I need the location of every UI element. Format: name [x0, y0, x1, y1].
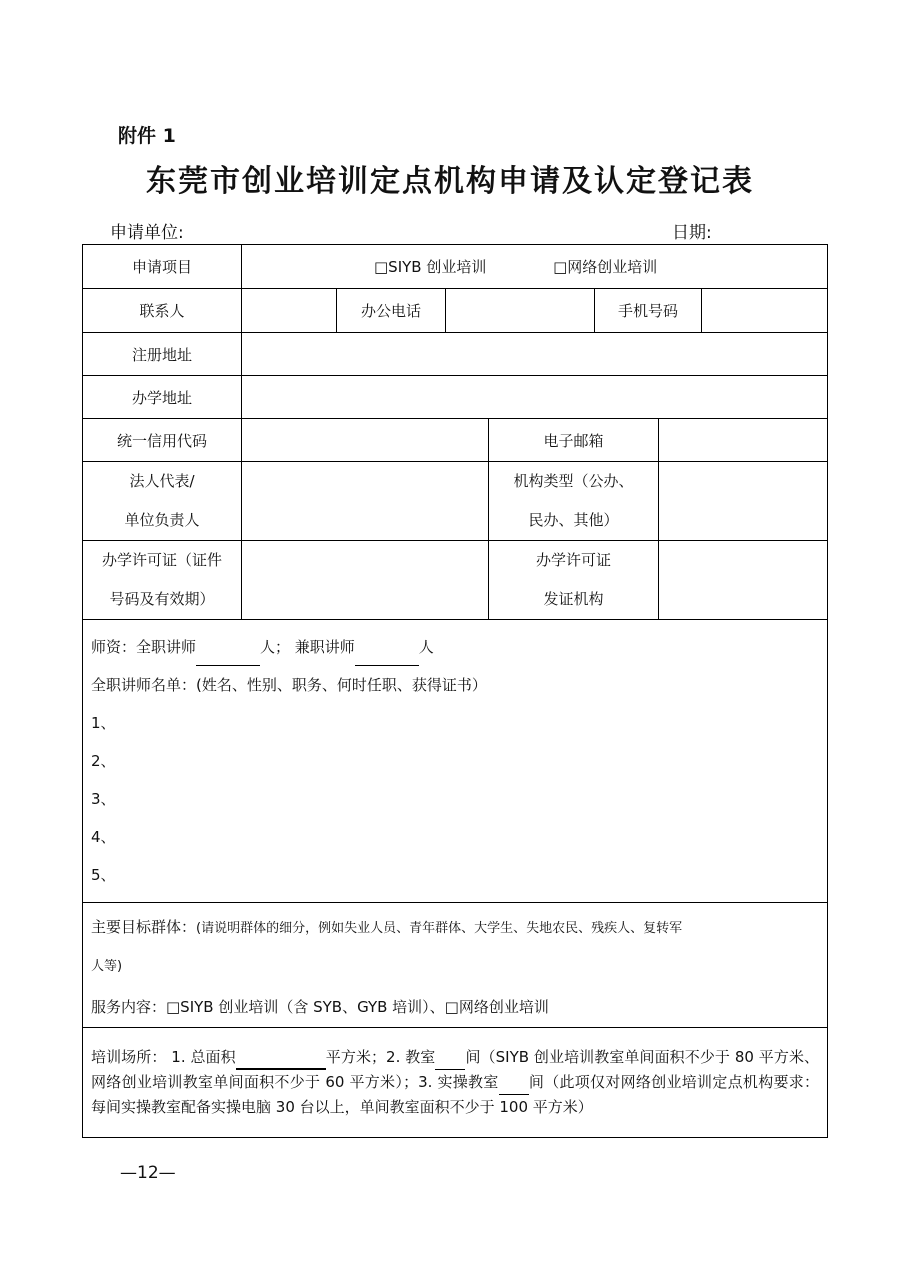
row-apply-project: [83, 245, 828, 289]
attachment-label: 附件 1: [118, 125, 176, 147]
license-issuer-field[interactable]: [659, 541, 828, 620]
site-area-label: 培训场所： 1. 总面积: [91, 1048, 236, 1066]
school-address-label: 办学地址: [83, 376, 242, 419]
network-option-checkbox[interactable]: □网络创业培训: [553, 258, 658, 276]
site-lab-note: 间（此项仅对网络创业培训定点机构要求：每间实操教室配备实操电脑 30 台以上，单间教室面积不少于 100 平方米）: [91, 1073, 820, 1116]
apply-project-options: [242, 245, 828, 289]
office-phone-label: 办公电话: [337, 289, 446, 333]
row-legal-rep: [83, 462, 828, 541]
office-phone-field[interactable]: [446, 289, 595, 333]
row-contact: [83, 289, 828, 333]
row-target-group: [83, 903, 828, 1028]
license-label-line2: 号码及有效期）: [109, 590, 215, 608]
parttime-unit: 人: [418, 638, 434, 656]
teachers-block[interactable]: [83, 620, 828, 903]
mobile-cell: [595, 289, 828, 333]
license-issuer-label-line1: 办学许可证: [535, 551, 611, 569]
reg-address-label: 注册地址: [83, 333, 242, 376]
teacher-item: 2、: [91, 752, 116, 770]
license-label-line1: 办学许可证（证件: [101, 551, 222, 569]
org-type-label: [489, 462, 659, 541]
target-group-line: [91, 907, 819, 947]
teacher-item: 3、: [91, 790, 116, 808]
mobile-label: 手机号码: [595, 289, 702, 332]
email-label: 电子邮箱: [489, 419, 659, 462]
reg-address-field[interactable]: [242, 333, 828, 376]
form-title: 东莞市创业培训定点机构申请及认定登记表: [146, 164, 754, 199]
contact-label: 联系人: [83, 289, 242, 333]
fulltime-label: 师资：全职讲师: [91, 638, 197, 656]
total-area-blank[interactable]: [236, 1068, 326, 1070]
row-license: [83, 541, 828, 620]
legal-rep-label-line2: 单位负责人: [124, 511, 200, 529]
registration-form-table: [82, 244, 828, 1138]
target-group-note: (请说明群体的细分，例如失业人员、青年群体、大学生、失地农民、残疾人、复转军: [196, 921, 683, 936]
teacher-item: 4、: [91, 828, 116, 846]
apply-unit-label: 申请单位:: [110, 223, 184, 243]
classroom-count-blank[interactable]: [435, 1069, 465, 1070]
teacher-item: 1、: [91, 714, 116, 732]
target-group-note-cont: 人等): [91, 959, 123, 974]
email-field[interactable]: [659, 419, 828, 462]
school-address-field[interactable]: [242, 376, 828, 419]
page-number: —12—: [120, 1163, 176, 1183]
org-type-field[interactable]: [659, 462, 828, 541]
site-classroom-label: 平方米；2. 教室: [325, 1048, 436, 1066]
credit-code-field[interactable]: [242, 419, 489, 462]
legal-rep-label: [83, 462, 242, 541]
org-type-label-line1: 机构类型（公办、: [513, 472, 634, 490]
target-group-block[interactable]: [83, 903, 828, 1028]
row-school-address: [83, 376, 828, 419]
contact-field[interactable]: [242, 289, 337, 333]
siyb-option-checkbox[interactable]: □SIYB 创业培训: [374, 258, 487, 276]
row-reg-address: [83, 333, 828, 376]
service-content-line[interactable]: 服务内容：□SIYB 创业培训（含 SYB、GYB 培训）、□网络创业培训: [91, 998, 549, 1016]
mobile-field[interactable]: [702, 289, 827, 332]
license-label: [83, 541, 242, 620]
parttime-label: 人； 兼职讲师: [260, 638, 355, 656]
org-type-label-line2: 民办、其他）: [528, 511, 619, 529]
apply-project-label: 申请项目: [83, 245, 242, 289]
lab-count-blank[interactable]: [499, 1094, 529, 1095]
row-credit-code: [83, 419, 828, 462]
training-site-block[interactable]: [83, 1028, 828, 1138]
teacher-list-label: 全职讲师名单：(姓名、性别、职务、何时任职、获得证书）: [91, 676, 487, 694]
legal-rep-field[interactable]: [242, 462, 489, 541]
row-training-site: [83, 1028, 828, 1138]
teachers-count-line: [91, 628, 819, 666]
row-teachers: [83, 620, 828, 903]
credit-code-label: 统一信用代码: [83, 419, 242, 462]
date-label: 日期:: [672, 223, 712, 243]
site-classroom-note: 间（SIYB 创业培训教室单间面积不少于 80 平方米、网络创业培训教室单间面积不少于 60 平方米）；3. 实操教室: [91, 1048, 820, 1091]
license-issuer-label: [489, 541, 659, 620]
target-group-label: 主要目标群体：: [91, 918, 197, 936]
license-field[interactable]: [242, 541, 489, 620]
license-issuer-label-line2: 发证机构: [543, 590, 604, 608]
teacher-item: 5、: [91, 866, 116, 884]
legal-rep-label-line1: 法人代表/: [129, 472, 195, 490]
